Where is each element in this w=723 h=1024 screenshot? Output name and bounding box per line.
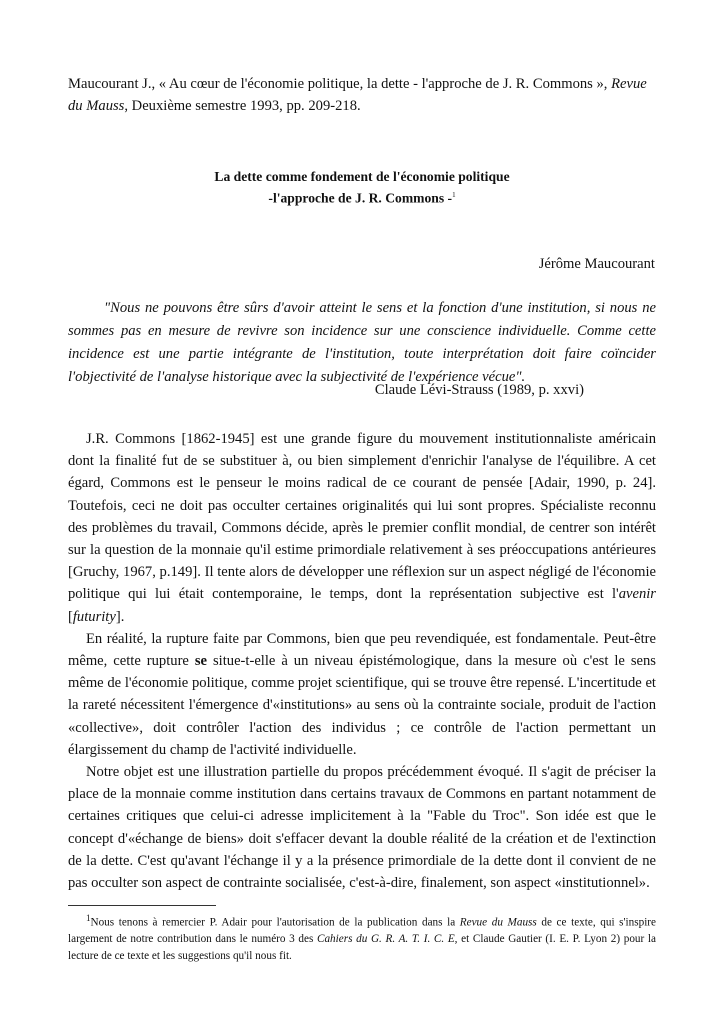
- footnote: [68, 910, 656, 964]
- article-title: [68, 168, 656, 208]
- epigraph-source: Claude Lévi-Strauss (1989, p. xxvi): [374, 382, 584, 398]
- footnote-journal-2: Cahiers du G. R. A. T. I. C. E,: [317, 933, 458, 946]
- paragraph-1: [68, 428, 656, 628]
- footnote-journal-1: Revue du Mauss: [459, 916, 537, 929]
- paragraph-2-text-b: situe-t-elle à un niveau épistémologique, dans la mesure où c'est le sens même de l'économie politique, comme projet scientifique, qui se trouve être repensé. L'incertitude et la rareté nécessitent l'émergence d'«institutions» au sens où la contrainte sociale, produit de l'action «collective», doit contrôler l'action des individus ; ce contrôle de l'action permettant un élargissement du champ de l'activité individuelle.: [68, 653, 656, 758]
- footnote-reference[interactable]: 1: [452, 191, 456, 199]
- author-name: Jérôme Maucourant: [538, 256, 655, 272]
- body-text: [68, 428, 656, 894]
- paragraph-2-text-a: En réalité, la rupture faite par Commons, bien que peu revendiquée, est fondamentale. Peut-être même, cette rupture: [68, 630, 656, 670]
- citation-journal: Revue du Mauss: [68, 76, 647, 114]
- footnote-number: 1: [86, 913, 91, 923]
- footnote-text-2: de ce texte, qui s'inspire largement de notre contribution dans le numéro 3 des: [68, 916, 656, 946]
- term-avenir: avenir: [618, 586, 656, 603]
- citation: [68, 74, 656, 117]
- term-futurity: futurity: [72, 608, 116, 625]
- title-line-2: [68, 186, 656, 208]
- epigraph-quote: [68, 297, 656, 389]
- title-line-2-text: -l'approche de J. R. Commons -: [268, 190, 453, 206]
- footnote-body: [68, 910, 656, 964]
- epigraph-text: "Nous ne pouvons être sûrs d'avoir atteint le sens et la fonction d'une institution, si nous ne sommes pas en mesure de revivre son incidence sur une conscience individuelle. Comme cette incidence est une partie intégrante de l'institution, toute interprétation doit faire coïncider l'objectivité de l'analyse historique avec la subjectivité de l'expérience vécue".: [68, 300, 656, 385]
- paragraph-1-bracket-open: [: [68, 608, 73, 625]
- paragraph-1-bracket-close: ].: [115, 608, 125, 625]
- footnote-separator: [68, 905, 216, 906]
- footnote-text-3: et Claude Gautier (I. E. P. Lyon 2) pour la lecture de ce texte et les suggestions qu'il nous fit.: [68, 933, 656, 962]
- citation-details: , Deuxième semestre 1993, pp. 209-218.: [124, 97, 361, 114]
- footnote-text-1: Nous tenons à remercier P. Adair pour l'autorisation de la publication dans la: [90, 916, 460, 929]
- paragraph-1-text: J.R. Commons [1862-1945] est une grande figure du mouvement institutionnaliste américain dont la finalité fut de se substituer à, ou bien simplement d'enrichir l'analyse de l'équilibre. A cet égard, Commons est le penseur le moins radical de ce courant de pensée [Adair, 1990, p. 24]. Toutefois, ceci ne doit pas occulter certaines originalités qui lui sont propres. Spécialiste reconnu des problèmes du travail, Commons décide, après le premier conflit mondial, de centrer son intérêt sur la question de la monnaie qu'il estime primordiale relativement à ses préoccupations antérieures [Gruchy, 1967, p.149]. Il tente alors de développer une réflexion sur un aspect négligé de l'économie politique qui lui était contemporaine, le temps, dont la représentation subjective est l': [68, 431, 656, 603]
- paragraph-3: Notre objet est une illustration partielle du propos précédemment évoqué. Il s'agit de préciser la place de la monnaie comme institution dans certains travaux de Commons en partant notamment de certaines critiques que celui-ci adresse implicitement à la "Fable du Troc". Son idée est que le concept d'«échange de biens» doit s'effacer devant la double réalité de la création et de l'extinction de la dette. C'est qu'avant l'échange il y a la présence primordiale de la dette dont il convient de ne pas occulter son aspect de contrainte socialisée, c'est-à-dire, finalement, son aspect «institutionnel».: [68, 764, 656, 892]
- term-se: se: [194, 653, 208, 670]
- paragraph-2: [68, 628, 656, 761]
- title-line-1: La dette comme fondement de l'économie politique: [214, 169, 510, 184]
- citation-text: Maucourant J., « Au cœur de l'économie politique, la dette - l'approche de J. R. Commons »,: [68, 76, 612, 92]
